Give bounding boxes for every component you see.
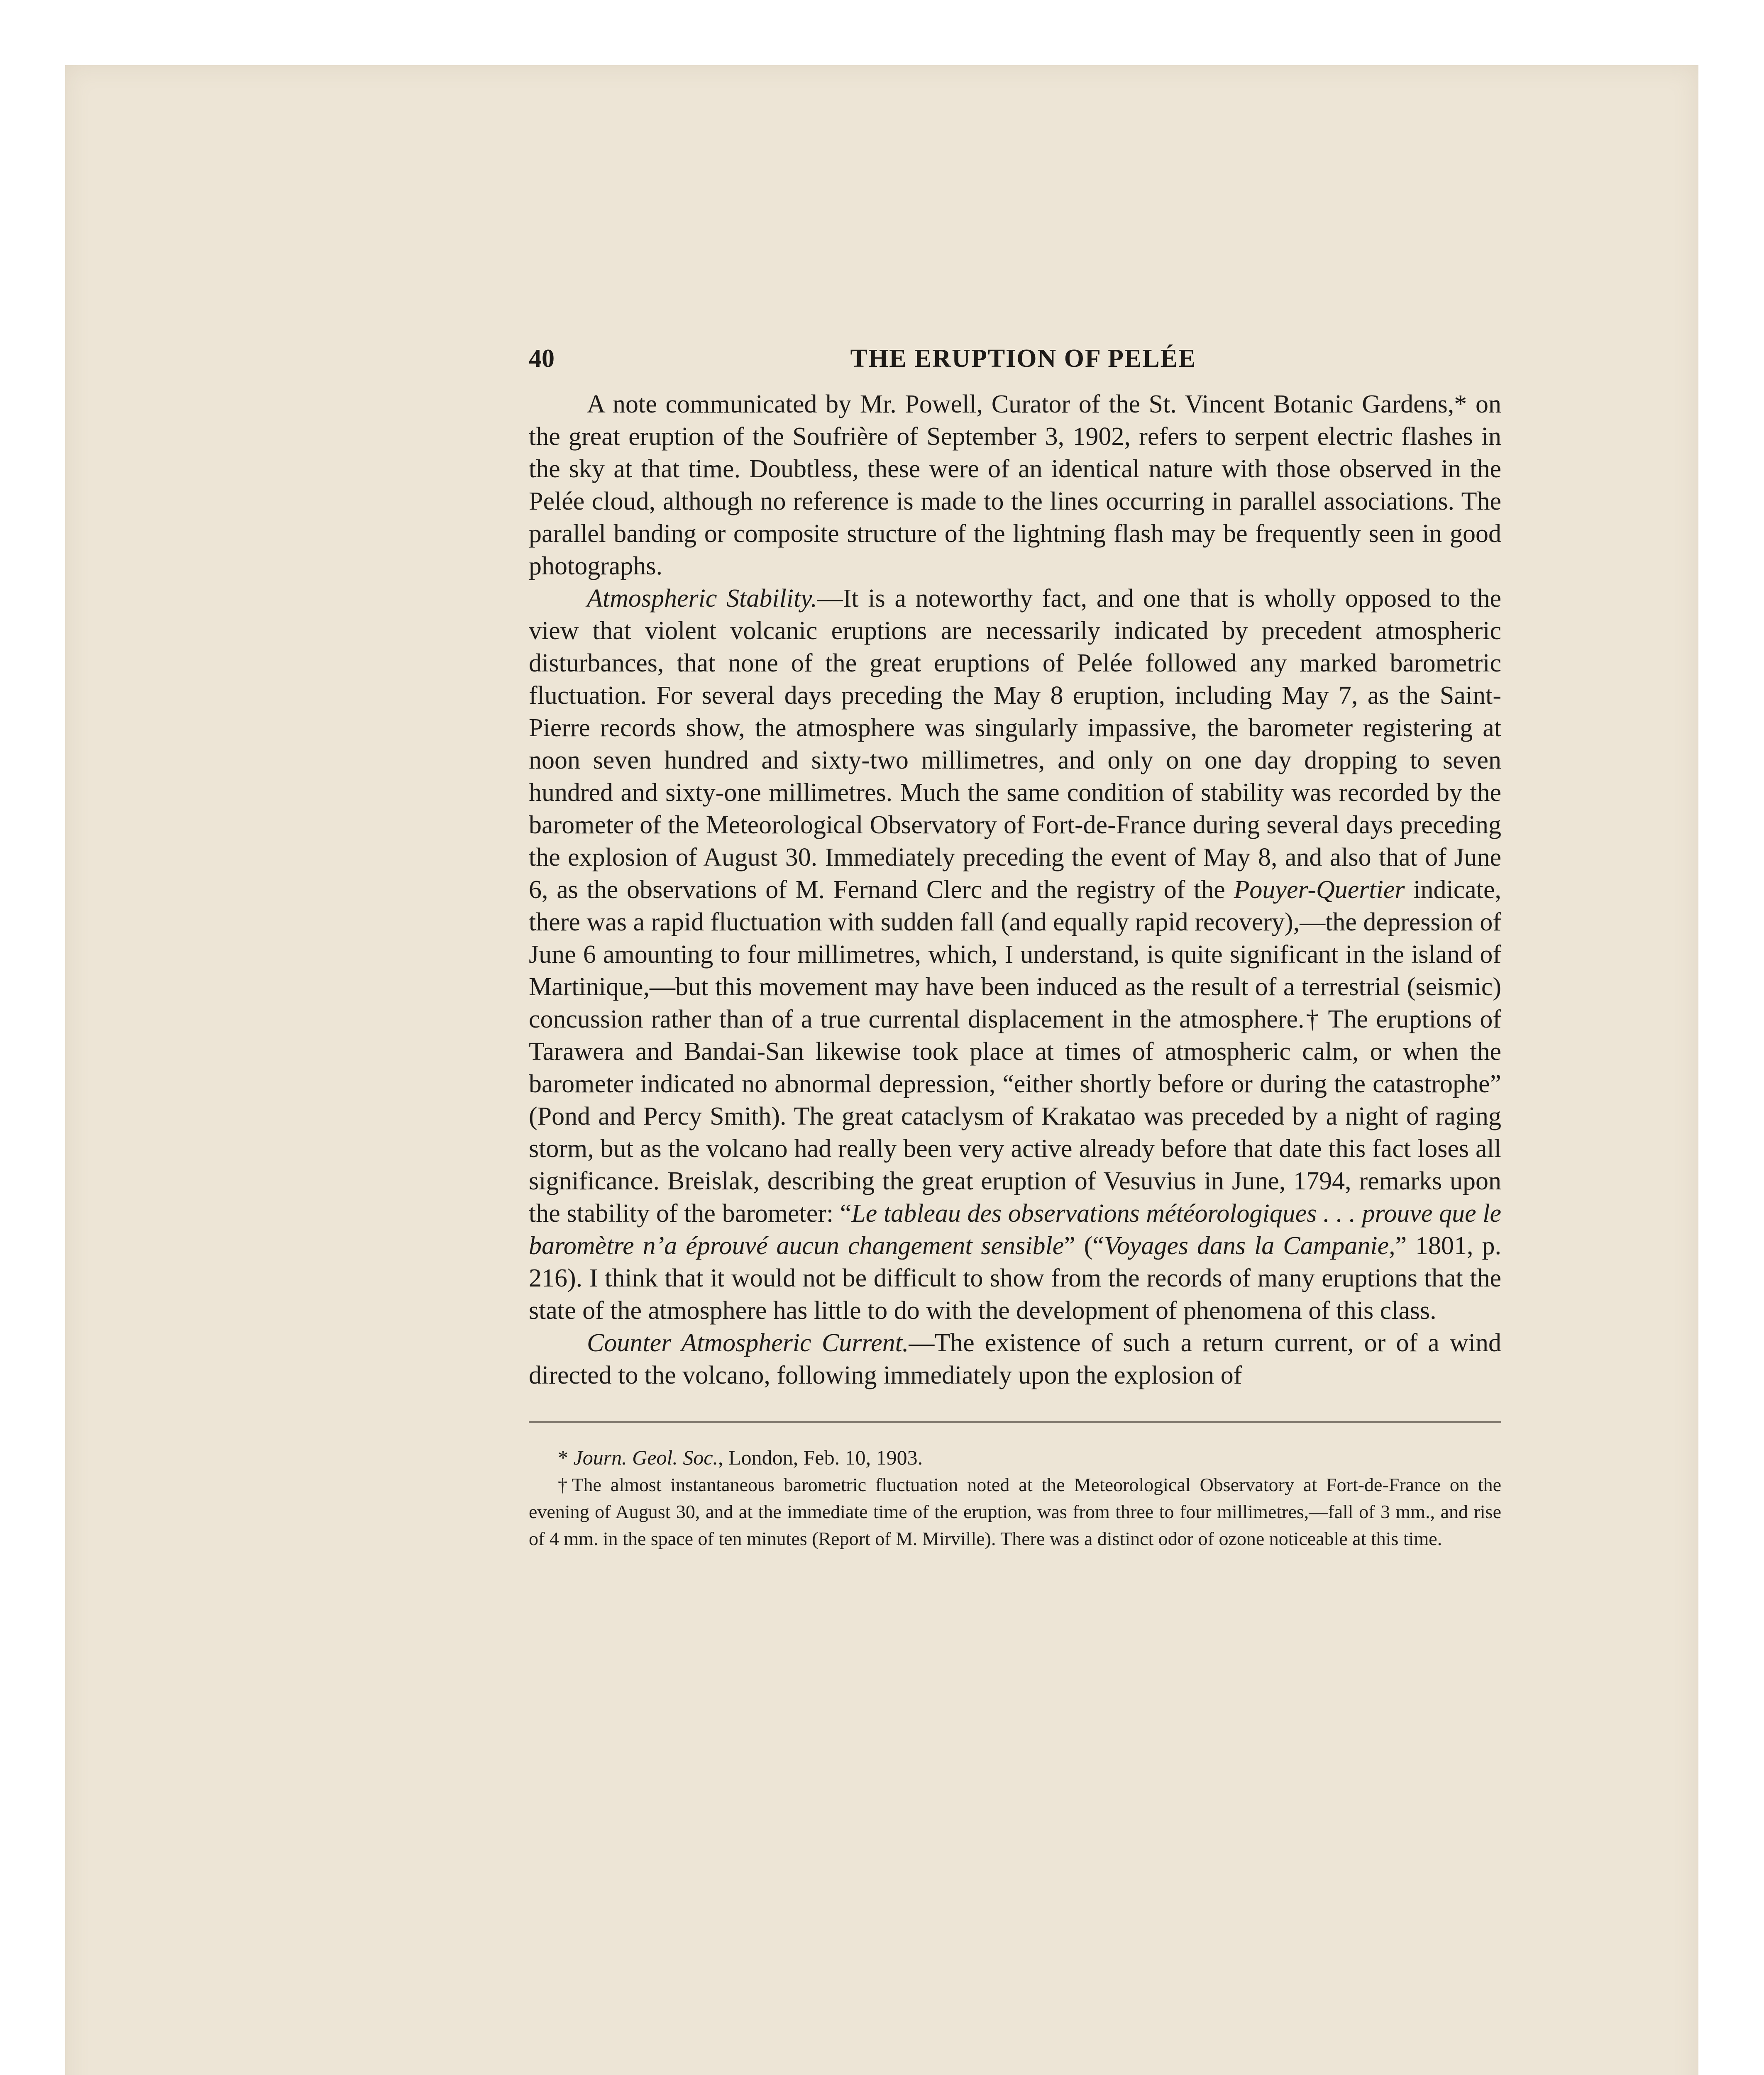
french-quotation: Le tableau des observations météorologiques . . . prouve que le baromètre n’a éprouvé aucun changement sensible (529, 1199, 1502, 1260)
paragraph-text: A note communicated by Mr. Powell, Curator of the St. Vincent Botanic Gardens,* on the great eruption of the Soufrière of September 3, 1902, refers to serpent electric flashes in the sky at that time. Doubtless, these were of an identical nature with those observed in the Pelée cloud, although no reference is made to the lines occurring in parallel associations. The parallel banding or composite structure of the lightning flash may be frequently seen in good photographs. (529, 390, 1501, 580)
footnote-1 (529, 1444, 1501, 1471)
running-title: THE ERUPTION OF PELÉE (850, 344, 1197, 373)
page-sheet (65, 65, 1698, 2075)
footnote-mark: * (558, 1446, 574, 1469)
book-title: Voyages dans la Campanie, (1104, 1232, 1395, 1260)
paragraph-text: indicate, there was a rapid fluctuation with sudden fall (and equally rapid recovery),—the depression of June 6 amounting to four millimetres, which, I understand, is quite significant in the island of Martinique,—but this movement may have been induced as the result of a terrestrial (seismic) concussion rather than of a true currental displacement in the atmosphere.† The eruptions of Tarawera and Bandai-San likewise took place at times of atmospheric calm, or when the barometer indicated no abnormal depression, “either shortly before or during the catastrophe” (Pond and Percy Smith). The great cataclysm of Krakatao was preceded by a night of raging storm, but as the volcano had really been very active already before that date this fact loses all significance. Breislak, describing the great eruption of Vesuvius in June, 1794, remarks upon the stability of the barometer: “ (529, 876, 1501, 1228)
text-block (529, 341, 1501, 1552)
paragraph-text: ” (“ (1064, 1232, 1104, 1260)
paragraph-text: —It is a noteworthy fact, and one that is wholly opposed to the view that violent volcanic eruptions are necessarily indicated by precedent atmospheric disturbances, that none of the great eruptions of Pelée followed any marked barometric fluctuation. For several days preceding the May 8 eruption, including May 7, as the Saint-Pierre records show, the atmosphere was singularly impassive, the barometer registering at noon seven hundred and sixty-two millimetres, and only on one day dropping to seven hundred and sixty-one millimetres. Much the same condition of stability was recorded by the barometer of the Meteorological Observatory of Fort-de-France during several days preceding the explosion of August 30. Immediately preceding the event of May 8, and also that of June 6, as the observations of M. Fernand Clerc and the registry of the (529, 584, 1501, 904)
section-heading-counter-current: Counter Atmospheric Current. (587, 1329, 909, 1357)
journal-title: Journ. Geol. Soc. (573, 1446, 718, 1469)
paragraph-atmospheric-stability (529, 582, 1501, 1327)
section-heading-atmospheric-stability: Atmospheric Stability. (587, 584, 817, 613)
page-number: 40 (529, 344, 555, 373)
paragraph-text: —The existence of such a return current, or of a wind directed to the volcano, following immediately upon the explosion of (529, 1329, 1501, 1389)
paragraph-counter-current (529, 1327, 1501, 1391)
paragraph-powell-note (529, 388, 1501, 582)
paragraph-text: ” 1801, p. 216). I think that it would not be difficult to show from the records of many eruptions that the state of the atmosphere has little to do with the development of phenomena of this class. (529, 1232, 1501, 1325)
footnotes (529, 1444, 1501, 1552)
footnote-text: , London, Feb. 10, 1903. (718, 1446, 923, 1469)
footnote-divider (529, 1421, 1501, 1423)
running-header (529, 341, 1501, 376)
footnote-2: †The almost instantaneous barometric fluctuation noted at the Meteorological Observatory at Fort-de-France on the evening of August 30, and at the immediate time of the eruption, was from three to four millimetres,—fall of 3 mm., and rise of 4 mm. in the space of ten minutes (Report of M. Mirville). There was a distinct odor of ozone noticeable at this time. (529, 1474, 1501, 1549)
ship-name: Pouyer-Quertier (1234, 876, 1405, 904)
